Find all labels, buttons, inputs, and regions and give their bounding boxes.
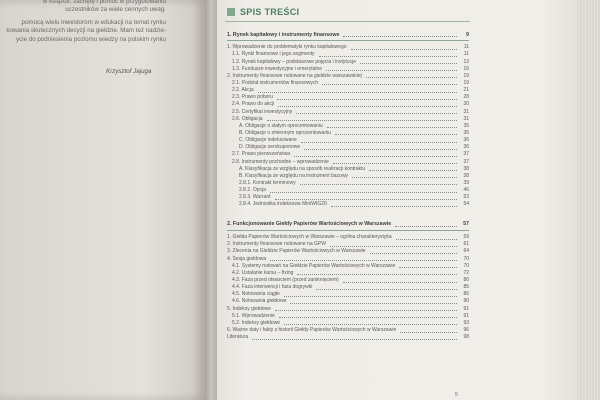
left-page-text — [0, 0, 166, 44]
chapter-rule — [227, 40, 469, 41]
toc-entry-label: 1.1. Rynki finansowe i jego segmenty — [232, 51, 315, 58]
chapter-rule — [227, 230, 469, 231]
dot-leader — [279, 313, 457, 318]
toc-entry-label: 4.1. Systemy notowań na Giełdzie Papierów Wartościowych w Warszawie — [232, 262, 396, 269]
toc-entry-label: 1.3. Fundusze inwestycyjne i emerytalne — [232, 65, 323, 72]
toc-entry-label: 4.2. Ustalanie kursu – fixing — [232, 269, 294, 276]
toc-entry-page: 90 — [463, 298, 469, 305]
header-rule — [225, 21, 470, 22]
toc-entry-label: 2.8.2. Opcja — [239, 187, 266, 194]
dot-leader — [400, 328, 457, 333]
toc-entry-label: 6. Ważne daty i fakty z historii Giełdy Papierów Wartościowych w Warszawie — [227, 327, 397, 333]
toc-entry-label: 2.8.3. Warrant — [239, 194, 271, 201]
left-line: pomocą wielu inwestorom w edukacji na temat rynku — [21, 18, 166, 26]
dot-leader — [297, 270, 457, 275]
dot-leader — [258, 88, 457, 93]
dot-leader — [327, 123, 457, 128]
toc-entry-page: 96 — [463, 327, 469, 333]
toc-title: SPIS TREŚCI — [240, 7, 300, 17]
toc-entry-page: 98 — [463, 334, 469, 341]
book-spine — [205, 0, 217, 400]
dot-leader — [352, 173, 457, 178]
toc-entry — [227, 201, 469, 208]
toc-entry-page: 37 — [463, 151, 469, 158]
toc-entry-label: B. Klasyfikacja ze względu na instrument bazowy — [239, 172, 348, 179]
toc-entry — [227, 129, 469, 136]
dot-leader — [278, 102, 457, 107]
toc-entry — [227, 305, 469, 312]
dot-leader — [304, 145, 457, 150]
toc-entry-page: 86 — [463, 291, 469, 298]
toc-entry-label: 2. Funkcjonowanie Giełdy Papierów Wartościowych w Warszawie — [227, 221, 392, 228]
toc-list — [227, 30, 469, 341]
dot-leader — [331, 202, 457, 207]
dot-leader — [333, 159, 457, 164]
toc-entry-page: 19 — [463, 72, 469, 79]
toc-entry-label: 2.8.1. Kontrakt terminowy — [239, 179, 296, 186]
toc-entry-label: 3. Zlecenia na Giełdzie Papierów Wartościowych w Warszawie — [227, 248, 366, 255]
toc-entry-label: 1.2. Rynek kapitałowy – podstawowe pojęcia i instytucje — [232, 58, 356, 65]
dot-leader — [300, 180, 457, 185]
dot-leader — [366, 73, 457, 78]
toc-entry-page: 46 — [463, 187, 469, 194]
dot-leader — [343, 278, 457, 283]
dot-leader — [296, 109, 457, 114]
toc-entry — [227, 44, 469, 51]
toc-entry — [227, 94, 469, 101]
toc-entry — [227, 115, 469, 122]
toc-entry — [227, 269, 469, 276]
toc-entry — [227, 334, 469, 341]
dot-leader — [275, 306, 457, 311]
page-number: 5 — [455, 392, 458, 398]
toc-entry — [227, 262, 469, 269]
toc-entry-page: 91 — [463, 305, 469, 312]
toc-entry-label: 4.5. Notowania ciągłe — [232, 291, 280, 298]
toc-entry-page: 85 — [463, 284, 469, 291]
toc-entry-page: 30 — [463, 101, 469, 108]
toc-entry-label: 1. Giełda Papierów Wartościowych w Warszawie – ogólna charakterystyka — [227, 234, 392, 241]
dot-leader — [277, 95, 457, 100]
toc-entry — [227, 108, 469, 115]
section-square-icon — [227, 8, 235, 16]
dot-leader — [335, 130, 457, 135]
toc-entry — [227, 291, 469, 298]
toc-entry-page: 38 — [463, 172, 469, 179]
toc-entry-page: 36 — [463, 137, 469, 144]
toc-entry-label: 2. Instrumenty finansowe notowane na GPW — [227, 241, 326, 248]
toc-entry-page: 61 — [463, 241, 469, 248]
toc-entry-label: 5.2. Indeksy giełdowe — [232, 319, 281, 326]
toc-entry — [227, 122, 469, 129]
dot-leader — [267, 116, 457, 121]
toc-entry-label: 2.2. Akcja — [232, 87, 254, 94]
dot-leader — [252, 335, 457, 340]
toc-entry — [227, 144, 469, 151]
toc-entry-page: 35 — [463, 129, 469, 136]
toc-entry-label: 2.4. Prawo do akcji — [232, 101, 275, 108]
toc-entry — [227, 165, 469, 172]
toc-entry-label: 2.7. Prawo pierwszeństwa — [232, 151, 291, 158]
toc-entry — [227, 276, 469, 283]
toc-entry-page: 11 — [463, 51, 469, 58]
toc-entry-page: 64 — [463, 248, 469, 255]
toc-entry-page: 70 — [463, 262, 469, 269]
toc-entry — [227, 101, 469, 108]
toc-entry-label: A. Klasyfikacja ze względu na sposób realizacji kontraktu — [239, 165, 366, 172]
toc-entry-page: 59 — [463, 234, 469, 241]
toc-entry-page: 28 — [463, 94, 469, 101]
left-page — [0, 0, 205, 400]
toc-chapter — [227, 220, 469, 229]
toc-entry-page: 13 — [463, 58, 469, 65]
toc-entry-page: 35 — [463, 122, 469, 129]
toc-entry-label: 2. Instrumenty finansowe notowane na giełdzie warszawskiej — [227, 72, 362, 79]
toc-entry-page: 38 — [463, 165, 469, 172]
toc-entry-label: 4. Sesja giełdowa — [227, 255, 267, 262]
toc-entry — [227, 87, 469, 94]
toc-entry-page: 80 — [463, 277, 469, 284]
toc-entry-label: Literatura — [227, 334, 249, 341]
toc-entry — [227, 187, 469, 194]
toc-entry — [227, 51, 469, 58]
toc-entry — [227, 151, 469, 158]
toc-entry — [227, 58, 469, 65]
dot-leader — [369, 166, 457, 171]
left-line: uczestników za wiele cennych uwag. — [65, 6, 166, 14]
toc-entry-page: 11 — [463, 44, 469, 51]
toc-entry — [227, 79, 469, 86]
toc-entry-label: 4.6. Notowania giełdowe — [232, 298, 287, 305]
toc-entry-label: 2.8. Instrumenty pochodne – wprowadzenie — [232, 158, 329, 165]
dot-leader — [351, 45, 457, 50]
dot-leader — [343, 32, 457, 37]
toc-entry-page: 57 — [463, 221, 469, 228]
toc-entry-label: 4.4. Faza interwencji i faza dogrywki — [232, 284, 313, 291]
toc-entry-label: 2.5. Certyfikat inwestycyjny — [232, 108, 293, 115]
toc-entry-label: B. Obligacje o zmiennym oprocentowaniu — [239, 129, 331, 136]
toc-entry-page: 31 — [463, 108, 469, 115]
toc-entry-page: 21 — [463, 87, 469, 94]
toc-entry-page: 53 — [463, 194, 469, 201]
toc-entry — [227, 284, 469, 291]
toc-entry — [227, 255, 469, 262]
page-edges — [578, 0, 600, 400]
dot-leader — [301, 138, 457, 143]
toc-entry — [227, 172, 469, 179]
dot-leader — [270, 256, 457, 261]
toc-entry — [227, 137, 469, 144]
left-line: kowania skutecznych decyzji na giełdzie. Mam też nadzie- — [6, 27, 166, 35]
toc-entry — [227, 158, 469, 165]
toc-entry — [227, 312, 469, 319]
dot-leader — [360, 59, 457, 64]
toc-entry — [227, 72, 469, 79]
dot-leader — [284, 320, 457, 325]
toc-entry — [227, 234, 469, 241]
dot-leader — [326, 66, 457, 71]
dot-leader — [284, 292, 457, 297]
toc-entry-label: C. Obligacje indeksowane — [239, 137, 297, 144]
toc-entry — [227, 298, 469, 305]
toc-entry-label: 1. Rynek kapitałowy i instrumenty finansowe — [227, 31, 340, 38]
toc-entry-label: 2.3. Prawo poboru — [232, 94, 273, 101]
dot-leader — [270, 188, 457, 193]
dot-leader — [316, 285, 457, 290]
toc-entry-label: D. Obligacje zerokuponowe — [239, 144, 301, 151]
dot-leader — [396, 235, 457, 240]
toc-chapter — [227, 30, 469, 39]
right-page — [217, 0, 578, 400]
toc-entry-page: 36 — [463, 144, 469, 151]
toc-entry-label: 2.1. Podział instrumentów finansowych — [232, 79, 319, 86]
toc-entry-page: 72 — [463, 269, 469, 276]
toc-entry — [227, 241, 469, 248]
toc-entry-label: 1. Wprowadzenie do problematyki rynku kapitałowego — [227, 44, 347, 51]
toc-entry-label: 4.3. Faza przed otwarciem (przed zamknięciem) — [232, 277, 339, 284]
toc-entry — [227, 248, 469, 255]
toc-entry-page: 31 — [463, 115, 469, 122]
toc-entry-page: 93 — [463, 319, 469, 326]
signature: Krzysztof Jajuga — [106, 68, 152, 75]
toc-entry-label: 5.1. Wprowadzenie — [232, 312, 275, 319]
toc-entry — [227, 326, 469, 333]
toc-entry-label: A. Obligacje o stałym oprocentowaniu — [239, 122, 323, 129]
toc-entry-page: 54 — [463, 201, 469, 208]
dot-leader — [330, 242, 457, 247]
dot-leader — [319, 52, 457, 57]
dot-leader — [399, 263, 457, 268]
toc-entry — [227, 179, 469, 186]
toc-entry — [227, 319, 469, 326]
toc-entry — [227, 65, 469, 72]
toc-entry — [227, 194, 469, 201]
toc-entry-label: 2.8.4. Jednostka indeksowa MiniWIG20 — [239, 201, 327, 208]
toc-entry-page: 37 — [463, 158, 469, 165]
left-line: ycie do podniesienia poziomu wiedzy na polskim rynku — [16, 35, 166, 43]
toc-entry-label: 2.6. Obligacja — [232, 115, 263, 122]
toc-entry-page: 9 — [466, 31, 469, 38]
left-line: w książce, zachętę i pomoc w przygotowaniu — [42, 0, 166, 5]
toc-entry-page: 19 — [463, 79, 469, 86]
dot-leader — [275, 195, 458, 200]
toc-entry-page: 39 — [463, 179, 469, 186]
chapter-gap — [227, 208, 469, 220]
dot-leader — [290, 299, 457, 304]
toc-entry-label: 5. Indeksy giełdowe — [227, 305, 271, 312]
toc-header — [227, 6, 299, 18]
dot-leader — [322, 80, 457, 85]
toc-entry-page: 70 — [463, 255, 469, 262]
dot-leader — [395, 222, 457, 227]
toc-entry-page: 16 — [463, 65, 469, 72]
dot-leader — [370, 249, 457, 254]
dot-leader — [294, 152, 457, 157]
toc-entry-page: 91 — [463, 312, 469, 319]
